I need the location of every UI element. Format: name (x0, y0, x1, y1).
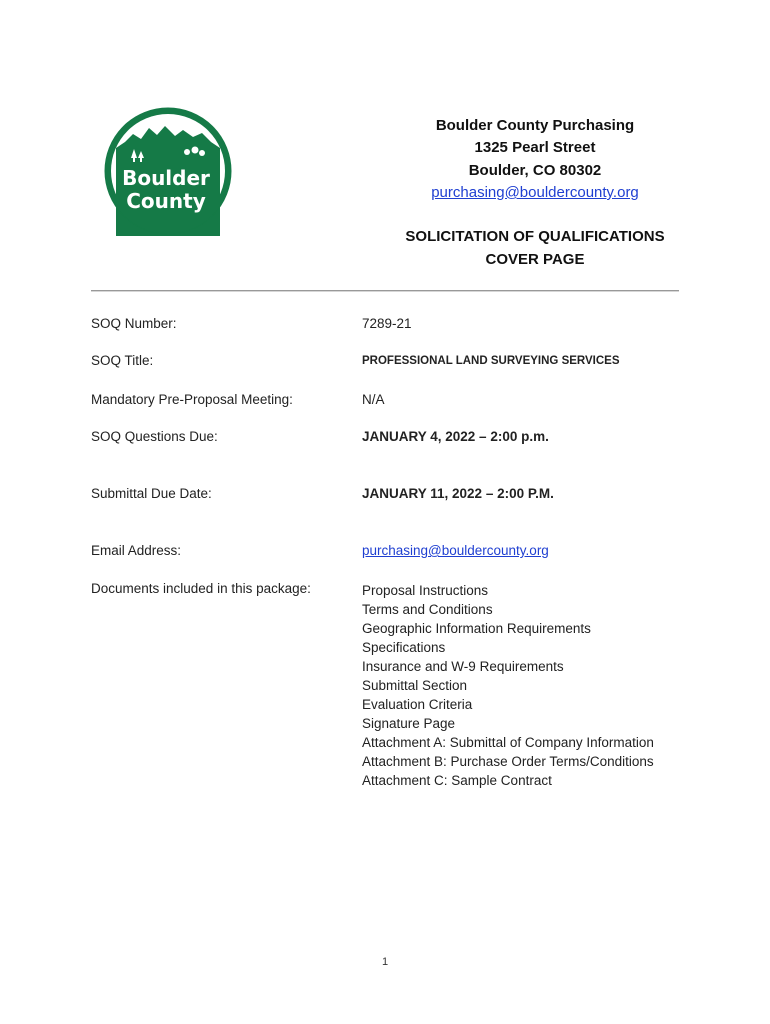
email-address-label: Email Address: (91, 543, 182, 558)
list-item: Specifications (362, 640, 446, 655)
documents-label: Documents included in this package: (91, 581, 311, 596)
list-item: Attachment B: Purchase Order Terms/Conditions (362, 754, 654, 769)
soq-number-value: 7289-21 (362, 316, 412, 331)
email-address-link[interactable]: purchasing@bouldercounty.org (362, 543, 549, 558)
soq-title-label: SOQ Title: (91, 353, 154, 368)
questions-due-label: SOQ Questions Due: (91, 429, 218, 444)
city-state-zip: Boulder, CO 80302 (468, 162, 602, 179)
list-item: Terms and Conditions (362, 602, 493, 617)
submittal-due-label: Submittal Due Date: (91, 486, 212, 501)
logo-text-line2: County (126, 189, 206, 213)
org-name: Boulder County Purchasing (435, 117, 635, 134)
document-title: SOLICITATION OF QUALIFICATIONS (405, 228, 665, 245)
submittal-due-value: JANUARY 11, 2022 – 2:00 P.M. (362, 486, 554, 501)
header-email-link[interactable]: purchasing@bouldercounty.org (431, 184, 639, 201)
list-item: Signature Page (362, 716, 456, 731)
document-subtitle: COVER PAGE (485, 251, 585, 268)
horizontal-divider (91, 290, 679, 291)
questions-due-value: JANUARY 4, 2022 – 2:00 p.m. (362, 429, 549, 444)
street-address: 1325 Pearl Street (474, 139, 596, 156)
boulder-county-logo (103, 106, 233, 236)
list-item: Submittal Section (362, 678, 468, 693)
meeting-value: N/A (362, 392, 385, 407)
list-item: Attachment C: Sample Contract (362, 773, 552, 788)
logo-text-line1: Boulder (122, 166, 210, 190)
list-item: Proposal Instructions (362, 583, 489, 598)
meeting-label: Mandatory Pre-Proposal Meeting: (91, 392, 293, 407)
list-item: Attachment A: Submittal of Company Information (362, 735, 654, 750)
list-item: Evaluation Criteria (362, 697, 473, 712)
list-item: Insurance and W-9 Requirements (362, 659, 564, 674)
list-item: Geographic Information Requirements (362, 621, 591, 636)
soq-title-value: PROFESSIONAL LAND SURVEYING SERVICES (362, 355, 620, 367)
documents-list (362, 581, 654, 790)
page-number: 1 (381, 956, 389, 968)
soq-number-label: SOQ Number: (91, 316, 177, 331)
